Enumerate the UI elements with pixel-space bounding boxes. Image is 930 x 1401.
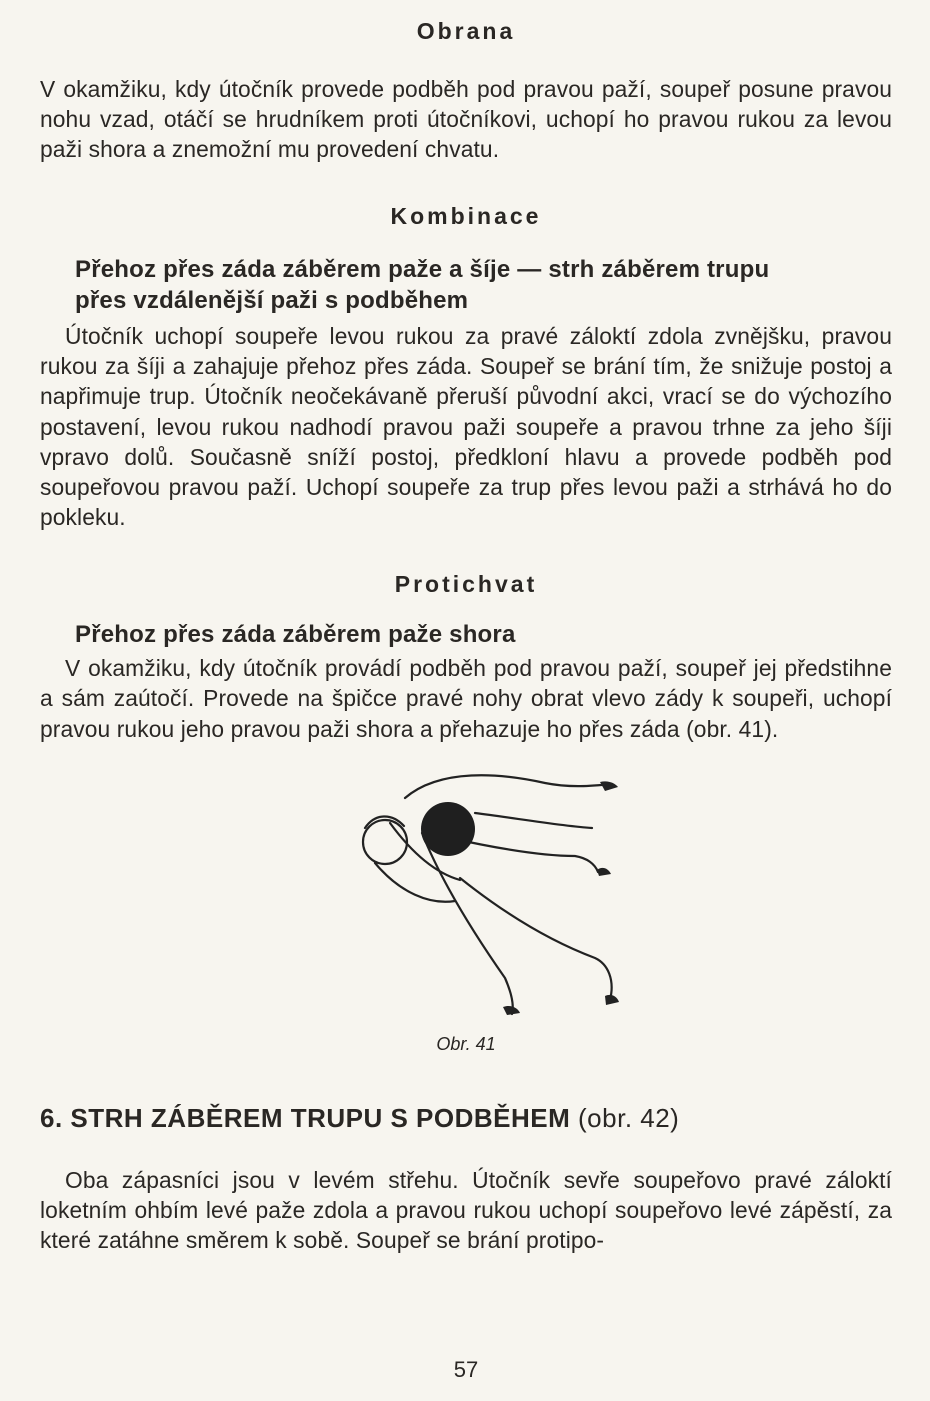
subheading-kombinace-line-1: Přehoz přes záda záběrem paže a šíje — strh záběrem trupu — [75, 256, 770, 284]
heading-protichvat: Protichvat — [394, 570, 538, 597]
lower-wrestler-body — [422, 833, 513, 1014]
chapter-reference: (obr. 42) — [578, 1103, 680, 1133]
chapter-main-title: STRH ZÁBĚREM TRUPU S PODBĚHEM — [70, 1103, 571, 1133]
shoe-2 — [597, 868, 611, 876]
paragraph-protichvat: V okamžiku, kdy útočník provádí podběh pod pravou paží, soupeř jej předstihne a sám zaútočí. Provede na špičce pravé nohy obrat vlevo zády k soupeři, uchopí pravou rukou jeho pravou paži shora a přehazuje ho přes záda (obr. 41). — [40, 655, 892, 742]
subheading-protichvat: Přehoz přes záda záběrem paže shora — [75, 621, 516, 649]
shoe-3 — [503, 1006, 520, 1015]
arm-1 — [375, 863, 455, 902]
heading-obrana: Obrana — [416, 18, 516, 44]
chapter-title — [40, 1102, 892, 1135]
figure-caption: Obr. 41 — [436, 1034, 496, 1054]
paragraph-obrana: V okamžiku, kdy útočník provede podběh pod pravou paží, soupeř posune pravou nohu vzad, otáčí se hrudníkem proti útočníkovi, uchopí ho pravou rukou za levou paži shora a znemožní mu provedení chvatu. — [40, 75, 892, 163]
upper-wrestler-head — [363, 820, 407, 864]
wrestler-illustration — [330, 768, 620, 1018]
heading-kombinace: Kombinace — [390, 202, 542, 229]
lower-wrestler-leg — [460, 878, 612, 1000]
shoe-1 — [600, 781, 618, 791]
figure-41 — [40, 768, 892, 1068]
document-page — [40, 18, 892, 1383]
subheading-kombinace — [40, 255, 892, 316]
chapter-number: 6. — [40, 1103, 63, 1133]
page-number: 57 — [453, 1357, 479, 1382]
paragraph-kombinace: Útočník uchopí soupeře levou rukou za pravé záloktí zdola zvnějšku, pravou rukou za šíji a zahajuje přehoz přes záda. Soupeř se brání tím, že snižuje postoj a napřimuje trup. Útočník neočekávaně přeruší původní akci, vrací se do výchozího postavení, levou rukou nadhodí pravou paži soupeře a pravou trhne za jeho šíji vpravo dolů. Současně sníží postoj, předkloní hlavu a provede podběh pod soupeřovou pravou paží. Uchopí soupeře za trup přes levou paži a strhává ho do pokleku. — [40, 322, 892, 531]
upper-wrestler-leg-2 — [475, 813, 592, 828]
lower-wrestler-head — [421, 802, 475, 856]
upper-wrestler-leg-1 — [450, 838, 598, 872]
paragraph-chapter: Oba zápasníci jsou v levém střehu. Útočník sevře soupeřovo pravé záloktí loketním ohbím levé paže zdola a pravou rukou uchopí soupeřovo levé zápěstí, za které zatáhne směrem k sobě. Soupeř se brání protipo- — [40, 1166, 892, 1254]
subheading-kombinace-line-2: přes vzdálenější paži s podběhem — [75, 286, 469, 314]
shoe-4 — [605, 995, 619, 1005]
upper-wrestler-torso — [405, 775, 612, 798]
